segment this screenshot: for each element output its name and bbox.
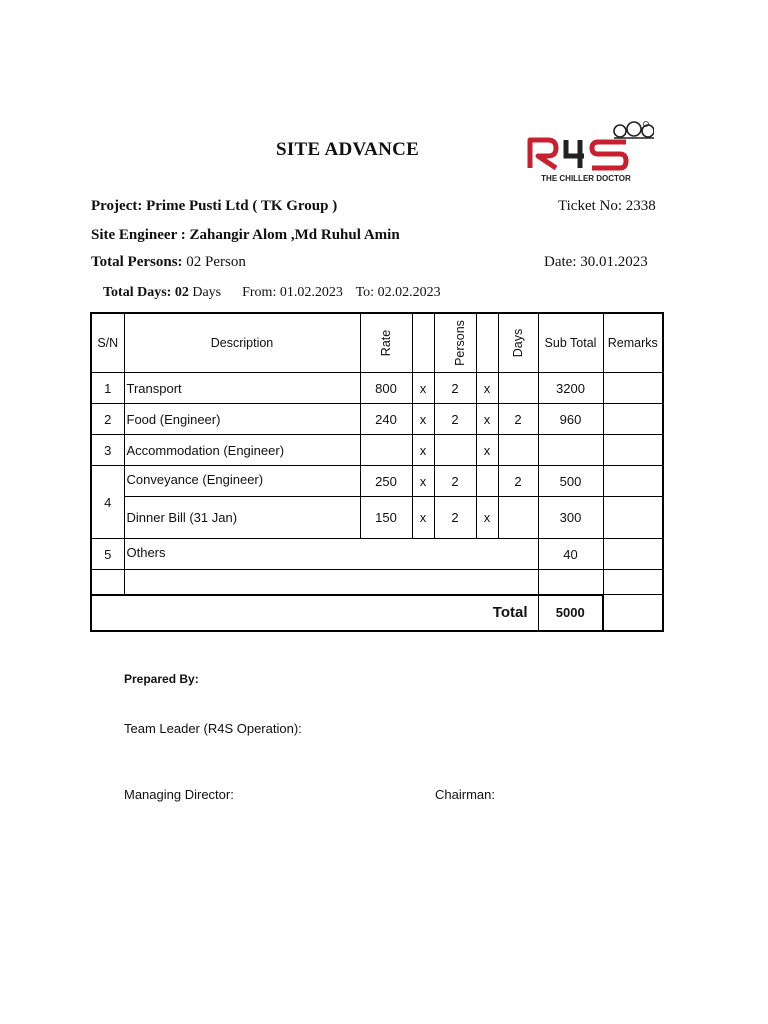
empty-cell bbox=[603, 570, 663, 595]
total-label: Total bbox=[91, 595, 538, 631]
days-header-text: Days bbox=[510, 328, 525, 358]
row-x2: x bbox=[476, 435, 498, 466]
engineer-line bbox=[91, 227, 400, 244]
persons-label: Total Persons: bbox=[91, 254, 183, 270]
row-remarks bbox=[603, 435, 663, 466]
row-description: Conveyance (Engineer) bbox=[124, 466, 360, 497]
col-sn-header: S/N bbox=[91, 313, 124, 373]
row-rate: 240 bbox=[360, 404, 412, 435]
row-remarks bbox=[603, 497, 663, 539]
to-value: 02.02.2023 bbox=[377, 285, 441, 300]
total-value: 5000 bbox=[538, 595, 603, 631]
row-description: Transport bbox=[124, 373, 360, 404]
col-subtotal-header: Sub Total bbox=[538, 313, 603, 373]
row-x2: x bbox=[476, 497, 498, 539]
persons-line bbox=[91, 254, 246, 271]
persons-header-text: Persons bbox=[452, 320, 467, 366]
page-title: SITE ADVANCE bbox=[276, 139, 420, 160]
ticket-label: Ticket No: bbox=[558, 198, 623, 214]
row-remarks bbox=[603, 404, 663, 435]
table-header-row bbox=[91, 313, 663, 373]
rate-header-text: Rate bbox=[379, 329, 393, 357]
row-description: Accommodation (Engineer) bbox=[124, 435, 360, 466]
row-x2 bbox=[476, 466, 498, 497]
row-days bbox=[498, 435, 538, 466]
row-rate: 800 bbox=[360, 373, 412, 404]
col-days-header bbox=[498, 313, 538, 373]
date-value: 30.01.2023 bbox=[580, 254, 648, 270]
row-x2: x bbox=[476, 373, 498, 404]
col-remarks-header: Remarks bbox=[603, 313, 663, 373]
row-subtotal: 3200 bbox=[538, 373, 603, 404]
table-row bbox=[91, 539, 663, 570]
row-persons bbox=[434, 435, 476, 466]
row-x1: x bbox=[412, 497, 434, 539]
row-rate: 150 bbox=[360, 497, 412, 539]
table-row bbox=[91, 435, 663, 466]
row-persons: 2 bbox=[434, 497, 476, 539]
row-persons: 2 bbox=[434, 404, 476, 435]
logo-tagline: THE CHILLER DOCTOR bbox=[541, 174, 631, 183]
ticket-value: 2338 bbox=[625, 198, 656, 214]
days-label: Total Days: bbox=[103, 285, 172, 300]
row-remarks bbox=[603, 373, 663, 404]
col-rate-header bbox=[360, 313, 412, 373]
col-x1-header bbox=[412, 313, 434, 373]
days-unit: Days bbox=[192, 285, 222, 300]
row-remarks bbox=[603, 466, 663, 497]
from-value: 01.02.2023 bbox=[279, 285, 343, 300]
advance-table bbox=[90, 312, 662, 632]
row-subtotal: 300 bbox=[538, 497, 603, 539]
row-subtotal: 40 bbox=[538, 539, 603, 570]
row-description: Food (Engineer) bbox=[124, 404, 360, 435]
row-subtotal: 960 bbox=[538, 404, 603, 435]
row-subtotal: 500 bbox=[538, 466, 603, 497]
col-description-header: Description bbox=[124, 313, 360, 373]
table-row bbox=[91, 404, 663, 435]
row-subtotal bbox=[538, 435, 603, 466]
ticket-line bbox=[558, 198, 656, 215]
managing-director-label: Managing Director: bbox=[124, 787, 234, 802]
row-sn: 3 bbox=[91, 435, 124, 466]
table-row bbox=[91, 497, 663, 539]
engineer-value: Zahangir Alom ,Md Ruhul Amin bbox=[189, 227, 400, 243]
engineer-label: Site Engineer : bbox=[91, 227, 186, 243]
row-sn: 5 bbox=[91, 539, 124, 570]
row-x1: x bbox=[412, 404, 434, 435]
project-line bbox=[91, 198, 337, 215]
row-rate bbox=[360, 435, 412, 466]
date-label: Date: bbox=[544, 254, 577, 270]
project-value: Prime Pusti Ltd ( TK Group ) bbox=[146, 198, 338, 214]
row-description: Others bbox=[124, 539, 538, 570]
company-logo bbox=[522, 112, 654, 186]
table-row bbox=[91, 466, 663, 497]
empty-cell bbox=[124, 570, 538, 595]
team-leader-label: Team Leader (R4S Operation): bbox=[124, 721, 302, 736]
col-x2-header bbox=[476, 313, 498, 373]
row-persons: 2 bbox=[434, 373, 476, 404]
chairman-label: Chairman: bbox=[435, 787, 495, 802]
row-persons: 2 bbox=[434, 466, 476, 497]
project-label: Project: bbox=[91, 198, 143, 214]
date-line bbox=[544, 254, 648, 271]
table-row bbox=[91, 373, 663, 404]
days-number: 02 bbox=[174, 285, 189, 300]
r4s-logo-icon bbox=[522, 112, 654, 186]
table-row-empty bbox=[91, 570, 663, 595]
col-persons-header bbox=[434, 313, 476, 373]
row-days: 2 bbox=[498, 404, 538, 435]
row-days bbox=[498, 497, 538, 539]
row-x1: x bbox=[412, 466, 434, 497]
row-remarks bbox=[603, 539, 663, 570]
row-days bbox=[498, 373, 538, 404]
total-row bbox=[91, 595, 663, 631]
row-x1: x bbox=[412, 373, 434, 404]
to-label: To: bbox=[355, 285, 375, 300]
row-sn: 1 bbox=[91, 373, 124, 404]
empty-cell bbox=[538, 570, 603, 595]
days-line bbox=[103, 285, 441, 301]
row-x2: x bbox=[476, 404, 498, 435]
total-blank-cell bbox=[603, 595, 663, 631]
row-sn: 2 bbox=[91, 404, 124, 435]
from-label: From: bbox=[242, 285, 277, 300]
prepared-by-label: Prepared By: bbox=[124, 672, 199, 686]
persons-value: 02 Person bbox=[186, 254, 246, 270]
row-days: 2 bbox=[498, 466, 538, 497]
row-sn: 4 bbox=[91, 466, 124, 539]
row-x1: x bbox=[412, 435, 434, 466]
empty-cell bbox=[91, 570, 124, 595]
row-rate: 250 bbox=[360, 466, 412, 497]
row-description: Dinner Bill (31 Jan) bbox=[124, 497, 360, 539]
